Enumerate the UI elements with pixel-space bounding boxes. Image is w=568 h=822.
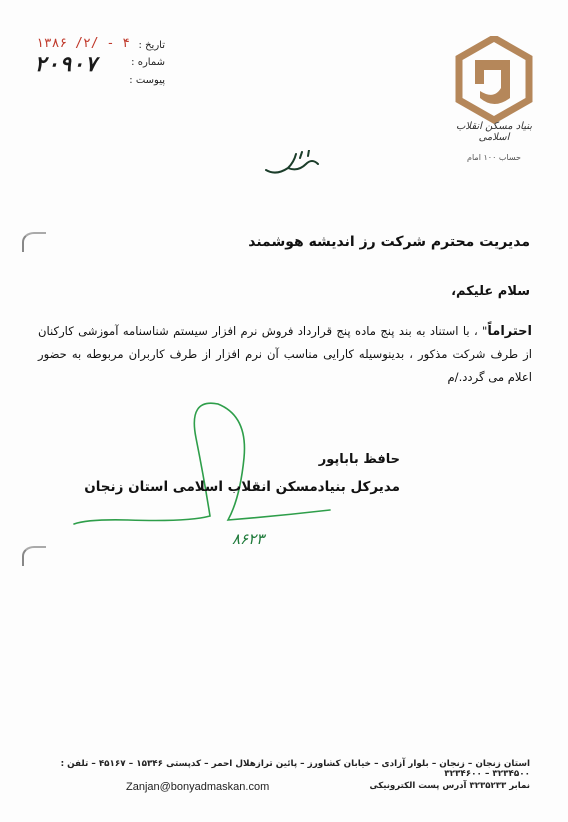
footer-email: Zanjan@bonyadmaskan.com [126,781,270,793]
bonyad-maskan-logo [455,36,533,126]
org-account: حساب ۱۰۰ امام [467,153,521,162]
number-label: شماره : [131,57,165,68]
besmellah-heading [262,150,322,178]
number-value: ۲۰۹۰۷ [34,52,98,76]
attachment-label: پیوست : [129,75,165,86]
date-value: ۱۳۸۶ /۲/ - ۴ [36,36,130,51]
besmellah-calligraphy [262,150,322,178]
signatory-name: حافظ باباپور [318,452,400,467]
letter-greeting: سلام علیکم، [451,284,530,299]
letter-salutation: مدیریت محترم شرکت رز اندیشه هوشمند [248,234,530,250]
date-label: تاریخ : [138,40,165,51]
handwritten-initials: ۸۶۲۳ [232,530,265,548]
handwritten-signature [68,398,338,558]
footer-fax-email-label: نمابر ۳۲۳۵۲۳۳ آدرس پست الکترونیکی [369,781,530,791]
punch-hole-bottom [22,546,46,566]
footer-address: استان زنجان – زنجان – بلوار آزادی – خیابان کشاورز – پائین ترازهلال احمر – کدپستی ۱۵۳۴۶ – ۴۵۱۶۷ – تلفن : ۳۲۳۴۵۰۰ – ۳۲۳۴۶۰۰ [60,759,530,779]
body-text: " ، با استناد به بند پنج ماده پنج قرارداد فروش نرم افزار سیستم شناسنامه آموزشی کارکنان از طرف شرکت مذکور ، بدینوسیله کارایی مناسب آن نرم افزار از طرف کاربران مربوطه به حضور اعلام می گردد./م [38,324,532,384]
letter-meta [30,38,165,94]
org-name: بنیاد مسکن انقلاب اسلامی [455,121,533,143]
signatory-title: مدیرکل بنیادمسکن انقلاب اسلامی استان زنجان [84,479,400,495]
letter-body [38,320,532,389]
body-lead: احتراماً [487,324,532,339]
